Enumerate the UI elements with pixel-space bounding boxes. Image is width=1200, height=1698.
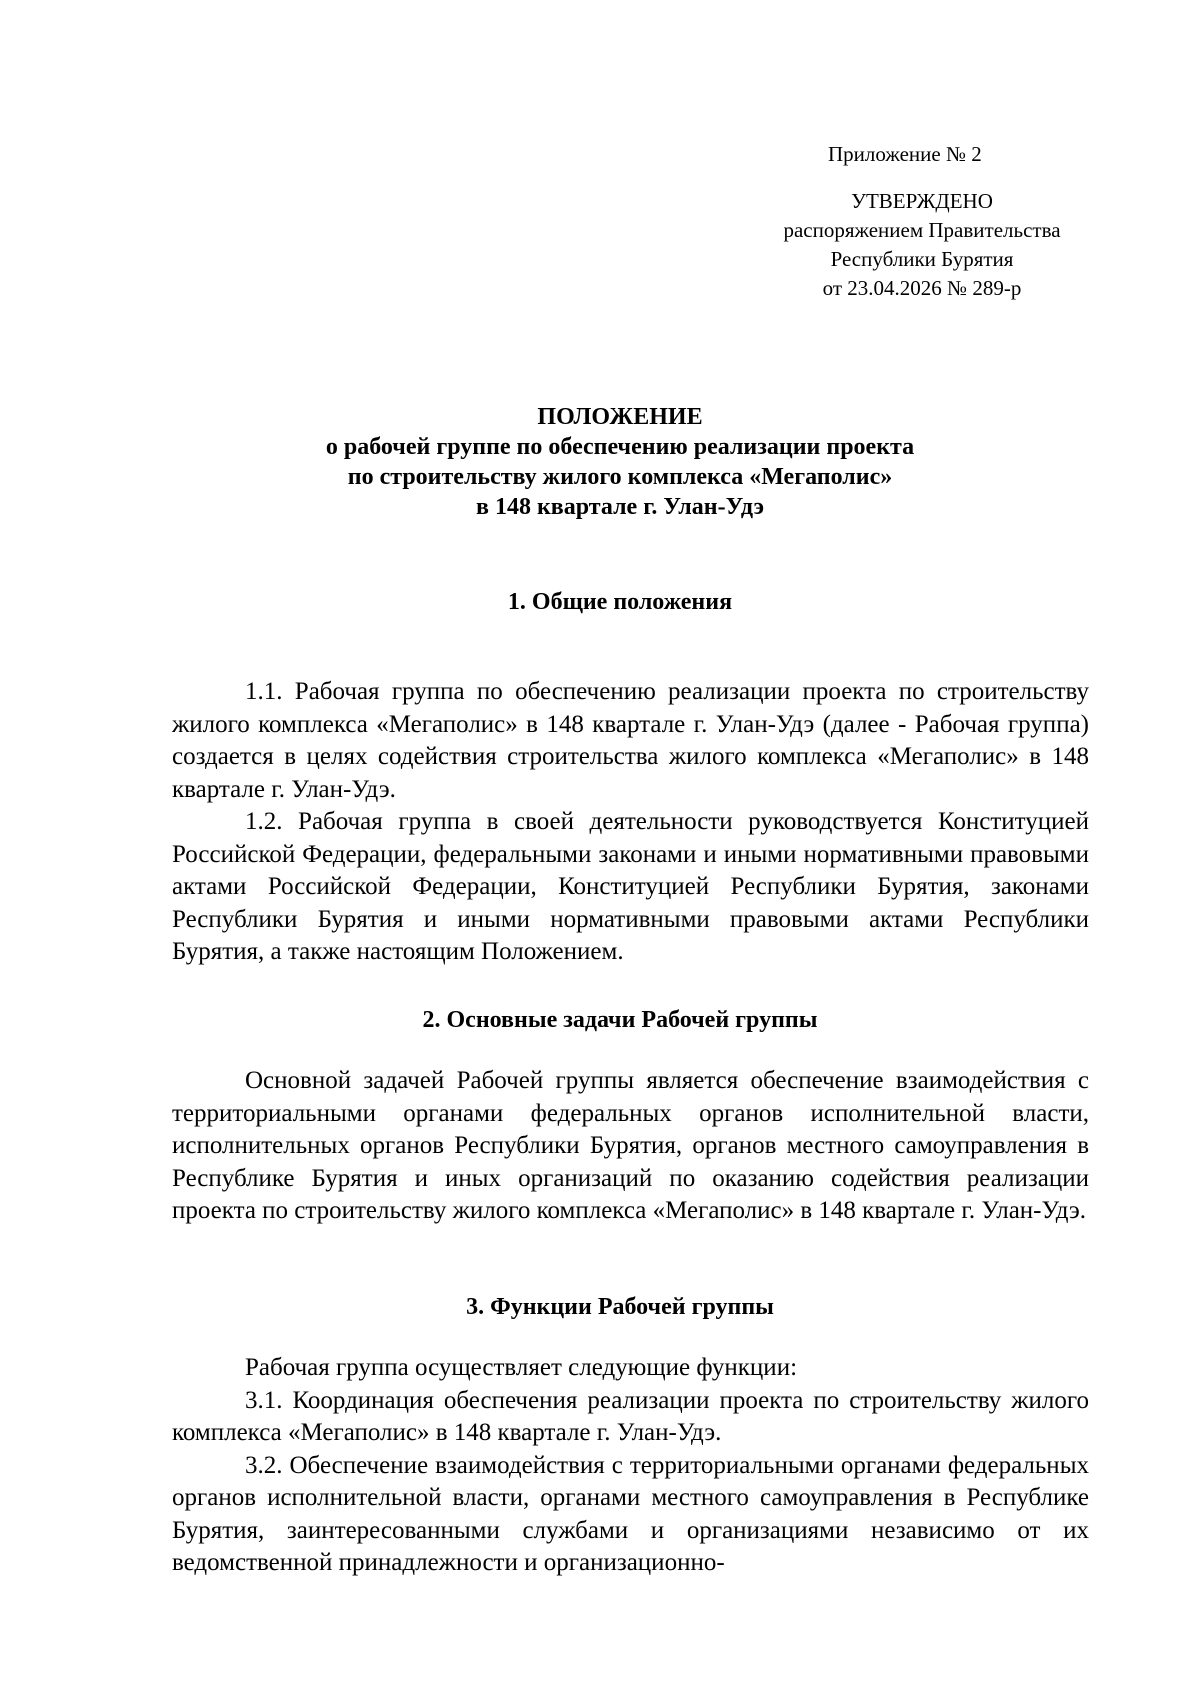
title-line-3: в 148 квартале г. Улан-Удэ [476,494,764,520]
approval-date-number: от 23.04.2026 № 289-р [822,276,1022,300]
section-3-heading: 3. Функции Рабочей группы [466,1294,774,1320]
document-title [160,402,1080,522]
section-2-body [172,1065,1089,1228]
approved-label: УТВЕРЖДЕНО [851,189,993,213]
paragraph-1-1: 1.1. Рабочая группа по обеспечению реализации проекта по строительству жилого комплекса «Мегаполис» в 148 квартале г. Улан-Удэ (далее - Рабочая группа) создается в целях содействия строительства жилого комплекса «Мегаполис» в 148 квартале г. Улан-Удэ. [172,678,1089,803]
section-3-body [172,1352,1089,1580]
appendix-number: Приложение № 2 [828,142,982,166]
paragraph-2: Основной задачей Рабочей группы является обеспечение взаимодействия с территориальными органами федеральных органов исполнительной власти, исполнительных органов Республики Бурятия, органов местного самоуправления в Республике Бурятия и иных организаций по оказанию содействия реализации проекта по строительству жилого комплекса «Мегаполис» в 148 квартале г. Улан-Удэ. [172,1067,1089,1224]
section-1-body [172,676,1089,969]
approval-stamp [742,140,1102,303]
section-2-heading: 2. Основные задачи Рабочей группы [422,1007,818,1033]
title-line-1: о рабочей группе по обеспечению реализации проекта [325,434,915,460]
approval-line-1: распоряжением Правительства [783,218,1061,242]
paragraph-3-2: 3.2. Обеспечение взаимодействия с территориальными органами федеральных органов исполнительной власти, органами местного самоуправления в Республике Бурятия, заинтересованными службами и организациями независимо от их ведомственной принадлежности и организационно- [172,1451,1089,1576]
section-1-heading: 1. Общие положения [507,589,733,615]
title-heading: ПОЛОЖЕНИЕ [537,404,703,430]
title-line-2: по строительству жилого комплекса «Мегаполис» [347,464,893,490]
paragraph-3-1: 3.1. Координация обеспечения реализации проекта по строительству жилого комплекса «Мегаполис» в 148 квартале г. Улан-Удэ. [172,1386,1089,1446]
paragraph-1-2: 1.2. Рабочая группа в своей деятельности руководствуется Конституцией Российской Федерации, федеральными законами и иными нормативными правовыми актами Российской Федерации, Конституцией Республики Бурятия, законами Республики Бурятия и иными нормативными правовыми актами Республики Бурятия, а также настоящим Положением. [172,808,1089,965]
paragraph-3-intro: Рабочая группа осуществляет следующие функции: [245,1354,798,1381]
approval-line-2: Республики Бурятия [830,247,1014,271]
